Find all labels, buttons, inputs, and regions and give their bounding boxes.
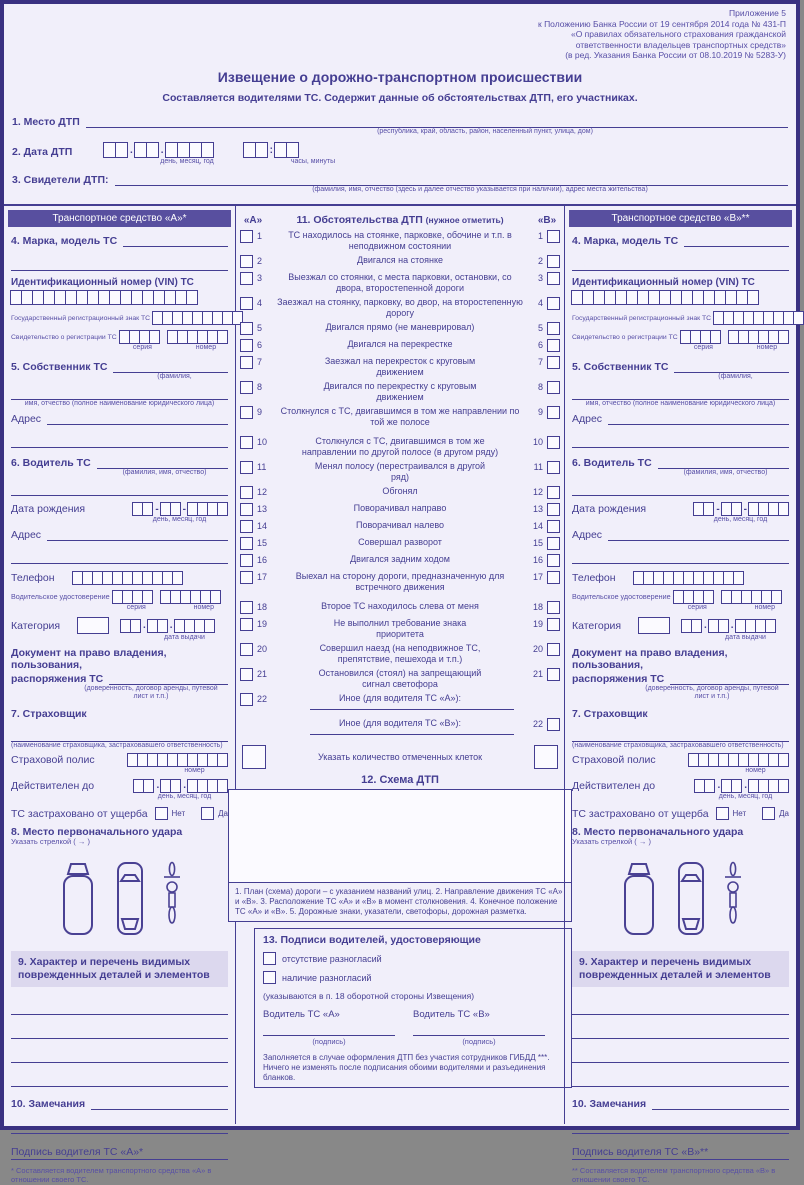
circumstance-5-b-checkbox[interactable] — [547, 322, 560, 335]
driver-b-signature-label: Подпись водителя ТС «В»** — [572, 1145, 709, 1158]
insurer-hint-b: (наименование страховщика, застраховавшего ответственность) — [572, 741, 784, 749]
valid-until-hint: день, месяц, год — [157, 792, 212, 800]
form-subtitle: Составляется водителями ТС. Содержит данные об обстоятельствах ДТП, его участниках. — [162, 91, 638, 104]
circumstances-title-note: (нужное отметить) — [425, 215, 504, 225]
circumstance-row: 2 Двигался на стоянке 2 — [240, 255, 560, 268]
driver-input-line-b[interactable] — [658, 456, 789, 469]
plate-cells[interactable] — [153, 311, 243, 325]
insured-damage-label: ТС застраховано от ущерба — [11, 807, 148, 820]
impact-point-label: 8. Место первоначального удара — [11, 826, 183, 838]
regulation-line: «О правилах обязательного страхования гражданской — [570, 29, 786, 39]
signatures-section — [254, 928, 572, 1088]
category-label-b: Категория — [572, 619, 622, 632]
insured-yes-label: Да — [218, 809, 228, 818]
policy-label-b: Страховой полис — [572, 754, 656, 766]
circumstance-6-a-checkbox[interactable] — [240, 339, 253, 352]
driver-input-line2[interactable] — [11, 482, 228, 496]
signatures-footer: Заполняется в случае оформления ДТП без участия сотрудников ГИБДД ***. Ничего не изменять после подписания обоими водителями и разъединения бланков. — [263, 1053, 550, 1082]
remarks-line2-b[interactable] — [572, 1120, 789, 1134]
circumstance-row: 4 Заезжал на стоянку, парковку, во двор, на второстепенную дорогу 4 — [240, 297, 560, 318]
impact-point-label-b: 8. Место первоначального удара — [572, 826, 744, 838]
circumstance-row: 18 Второе ТС находилось слева от меня 18 — [240, 601, 560, 614]
ownership-doc-hint-b: (доверенность, договор аренды, путевой лист и т.п.) — [645, 684, 779, 700]
license-number-cells-b[interactable] — [722, 590, 782, 604]
owner-address-line-b[interactable] — [608, 412, 789, 425]
category-cell[interactable] — [77, 617, 109, 634]
footnote-b: ** Составляется водителем транспортного средства «В» в отношении своего ТС. — [572, 1165, 776, 1184]
valid-until-label-b: Действителен до — [572, 779, 656, 792]
circumstance-18-b-checkbox[interactable] — [547, 601, 560, 614]
circumstance-21-b-checkbox[interactable] — [547, 668, 560, 681]
circumstance-7-a-checkbox[interactable] — [240, 356, 253, 369]
remarks-label: 10. Замечания — [11, 1097, 86, 1110]
car-icon[interactable] — [675, 861, 707, 937]
driver-label: 6. Водитель ТС — [11, 456, 91, 469]
owner-input-line2-b[interactable] — [572, 386, 789, 400]
signatures-note: (указываются в п. 18 оборотной стороны Извещения) — [263, 991, 475, 1001]
time-hint: часы, минуты — [290, 158, 336, 165]
regulation-line: (в ред. Указания Банка России от 08.10.2019 № 5283-У) — [565, 50, 786, 60]
circumstance-row: 17 Выехал на сторону дороги, предназначенную для встречного движения 17 — [240, 571, 560, 592]
ownership-doc-line[interactable] — [109, 672, 228, 685]
plate-label-b: Государственный регистрационный знак ТС — [572, 314, 712, 322]
regulation-line: к Положению Банка России от 19 сентября 2014 года № 431-П — [537, 18, 786, 29]
circumstance-17-b-checkbox[interactable] — [547, 571, 560, 584]
license-label-b: Водительское удостоверение — [572, 592, 671, 601]
ownership-doc-label-b: Документ на право владения, пользования, — [572, 646, 728, 671]
damage-label: 9. Характер и перечень видимых поврежденных деталей и элементов — [18, 955, 210, 981]
insured-damage-label-b: ТС застраховано от ущерба — [572, 807, 709, 820]
make-label: 4. Марка, модель ТС — [11, 235, 118, 247]
category-label: Категория — [11, 619, 61, 632]
driver-a-signature-row[interactable] — [11, 1146, 228, 1160]
insured-no-label: Нет — [171, 809, 186, 818]
circumstance-16-a-checkbox[interactable] — [240, 554, 253, 567]
phone-cells-b[interactable] — [634, 571, 744, 585]
vehicle-a-header: Транспортное средство «А»* — [8, 210, 231, 227]
circumstance-row: 11 Менял полосу (перестраивался в другой ряд) 11 — [240, 461, 560, 482]
vehicle-silhouettes — [11, 861, 228, 941]
circumstance-row: 14 Поворачивал налево 14 — [240, 520, 560, 533]
driver-a-sign-hint: (подпись) — [312, 1037, 346, 1046]
plate-cells-b[interactable] — [714, 311, 804, 325]
birth-label: Дата рождения — [11, 503, 86, 515]
ownership-doc-line-b[interactable] — [670, 672, 789, 685]
no-disagreement-label: отсутствие разногласий — [282, 953, 382, 964]
license-series-hint: серия — [126, 603, 146, 611]
driver-address-label: Адрес — [11, 528, 42, 541]
regulation-line: ответственности владельцев транспортных средств» — [575, 39, 786, 50]
plate-label: Государственный регистрационный знак ТС — [11, 314, 151, 322]
insured-no-checkbox[interactable] — [155, 807, 168, 820]
vehicle-a-column — [4, 206, 236, 1184]
insurer-input-line-b[interactable] — [572, 728, 789, 742]
insurer-label-b: 7. Страховщик — [572, 707, 648, 720]
circumstance-row: 7 Заезжал на перекресток с круговым движением 7 — [240, 356, 560, 377]
circumstance-row: 20 Совершил наезд (на неподвижное ТС, препятствие, пешехода и т.п.) 20 — [240, 643, 560, 664]
cert-number-cells-b[interactable] — [729, 330, 789, 344]
date-hint: день, месяц, год — [160, 158, 214, 165]
vehicle-b-column — [564, 206, 796, 1184]
owner-hint1-b: (фамилия, — [718, 372, 753, 380]
ownership-doc-hint: (доверенность, договор аренды, путевой лист и т.п.) — [84, 684, 218, 700]
owner-hint1: (фамилия, — [157, 372, 192, 380]
witness-input-line[interactable] — [115, 173, 789, 186]
insurer-input-line[interactable] — [11, 728, 228, 742]
witness-label: 3. Свидетели ДТП: — [12, 173, 109, 186]
ownership-doc-label2-b: распоряжения ТС — [572, 672, 665, 685]
license-series-hint-b: серия — [687, 603, 707, 611]
owner-address-line[interactable] — [47, 412, 228, 425]
license-number-hint: номер — [193, 603, 214, 611]
policy-hint-b: номер — [745, 767, 766, 774]
driver-a-label: Водитель ТС «А» — [263, 1009, 340, 1020]
circumstance-22-a-checkbox[interactable] — [240, 693, 253, 706]
main-area — [4, 204, 796, 1184]
circumstance-row: 12 Обгонял 12 — [240, 486, 560, 499]
driver-a-signature-label: Подпись водителя ТС «А»* — [11, 1145, 144, 1158]
circumstance-11-a-checkbox[interactable] — [240, 461, 253, 474]
damage-line-4[interactable] — [11, 1073, 228, 1087]
remarks-label-b: 10. Замечания — [572, 1097, 647, 1110]
damage-section — [11, 951, 228, 987]
valid-until-label: Действителен до — [11, 779, 95, 792]
make-input-line2-b[interactable] — [572, 257, 789, 271]
circumstance-other-a-row: 22 Иное (для водителя ТС «А»): — [240, 693, 560, 706]
insured-yes-label-b: Да — [779, 809, 789, 818]
driver-a-sign-line[interactable] — [263, 1020, 395, 1036]
checked-count-row — [242, 745, 558, 769]
cert-label: Свидетельство о регистрации ТС — [11, 333, 117, 341]
circumstance-6-b-checkbox[interactable] — [547, 339, 560, 352]
cert-series-cells[interactable] — [120, 330, 160, 344]
vin-cells-b[interactable] — [572, 290, 789, 305]
circumstance-8-b-checkbox[interactable] — [547, 381, 560, 394]
insured-no-label-b: Нет — [732, 809, 747, 818]
phone-cells[interactable] — [73, 571, 183, 585]
damage-line-2-b[interactable] — [572, 1025, 789, 1039]
circumstance-4-a-checkbox[interactable] — [240, 297, 253, 310]
impact-point-hint: Указать стрелкой ( → ) — [11, 837, 90, 846]
vehicle-silhouettes-b — [572, 861, 789, 941]
circumstance-17-a-checkbox[interactable] — [240, 571, 253, 584]
circumstance-18-a-checkbox[interactable] — [240, 601, 253, 614]
birth-label-b: Дата рождения — [572, 503, 647, 515]
ownership-doc-label: Документ на право владения, пользования, — [11, 646, 167, 671]
owner-address-label: Адрес — [11, 412, 42, 425]
cert-number-cells[interactable] — [168, 330, 228, 344]
remarks-line2[interactable] — [11, 1120, 228, 1134]
owner-input-line2[interactable] — [11, 386, 228, 400]
footnote-a: * Составляется водителем транспортного средства «А» в отношении своего ТС. — [11, 1165, 212, 1184]
scheme-note: 1. План (схема) дороги – с указанием названий улиц. 2. Направление движения ТС «А» и «В». 3. Расположение ТС «А» и «В» в момент столкновения. 4. Конечное положение ТС «А» и «В». 5. Дорожные знаки, указатели, светофоры, дорожная разметка. — [228, 883, 572, 922]
phone-label-b: Телефон — [572, 571, 616, 584]
motorcycle-icon[interactable] — [723, 861, 743, 929]
motorcycle-icon[interactable] — [162, 861, 182, 929]
remarks-line-b[interactable] — [652, 1097, 789, 1110]
license-series-cells[interactable] — [113, 590, 153, 604]
scheme-drawing-area[interactable] — [228, 789, 572, 883]
count-a-box[interactable] — [242, 745, 266, 769]
vin-label: Идентификационный номер (VIN) ТС — [11, 277, 194, 288]
circumstances-title: 11. Обстоятельства ДТП — [296, 214, 423, 226]
circumstance-11-b-checkbox[interactable] — [547, 461, 560, 474]
circumstance-14-a-checkbox[interactable] — [240, 520, 253, 533]
circumstance-row: 10 Столкнулся с ТС, двигавшимся в том же направлении по другой полосе (в другом ряду) 10 — [240, 436, 560, 457]
driver-address-label-b: Адрес — [572, 528, 603, 541]
scheme-title: 12. Схема ДТП — [361, 774, 439, 786]
driver-b-signature-row[interactable] — [572, 1146, 789, 1160]
circumstance-19-b-checkbox[interactable] — [547, 618, 560, 631]
place-hint: (республика, край, область, район, населенный пункт, улица, дом) — [377, 127, 593, 135]
make-input-line-b[interactable] — [684, 234, 789, 247]
vin-cells[interactable] — [11, 290, 228, 305]
ownership-doc-label2: распоряжения ТС — [11, 672, 104, 685]
valid-until-cells[interactable]: . . — [134, 779, 228, 793]
driver-b-sign-line[interactable] — [413, 1020, 545, 1036]
count-b-box[interactable] — [534, 745, 558, 769]
license-number-hint-b: номер — [754, 603, 775, 611]
circumstance-row: 8 Двигался по перекрестку с круговым движением 8 — [240, 381, 560, 402]
owner-address-label-b: Адрес — [572, 412, 603, 425]
circumstance-row: 6 Двигался на перекрестке 6 — [240, 339, 560, 352]
policy-cells-b[interactable] — [689, 753, 789, 767]
cert-series-cells-b[interactable] — [681, 330, 721, 344]
circumstance-13-b-checkbox[interactable] — [547, 503, 560, 516]
owner-address-line2[interactable] — [11, 434, 228, 448]
date-cells[interactable]: . . — [104, 142, 214, 158]
damage-line-4-b[interactable] — [572, 1073, 789, 1087]
date-label: 2. Дата ДТП — [12, 146, 73, 158]
owner-input-line[interactable] — [113, 360, 228, 373]
vehicle-b-header: Транспортное средство «В»** — [569, 210, 792, 227]
driver-input-line[interactable] — [97, 456, 228, 469]
damage-line-1[interactable] — [11, 1001, 228, 1015]
place-input-line[interactable] — [86, 115, 788, 128]
driver-address-line2[interactable] — [11, 550, 228, 564]
circumstance-15-a-checkbox[interactable] — [240, 537, 253, 550]
circumstance-row: 1 ТС находилось на стоянке, парковке, обочине и т.п. в неподвижном состоянии 1 — [240, 230, 560, 251]
circumstance-row: 3 Выезжал со стоянки, с места парковки, остановки, со двора, второстепенной дороги 3 — [240, 272, 560, 293]
circumstance-row: 13 Поворачивал направо 13 — [240, 503, 560, 516]
valid-until-cells-b[interactable]: . . — [695, 779, 789, 793]
other-b-input-line[interactable] — [310, 731, 514, 735]
circumstance-16-b-checkbox[interactable] — [547, 554, 560, 567]
owner-label-b: 5. Собственник ТС — [572, 360, 669, 373]
circumstance-12-b-checkbox[interactable] — [547, 486, 560, 499]
circumstances-header — [240, 214, 560, 226]
owner-label: 5. Собственник ТС — [11, 360, 108, 373]
circumstance-row: 19 Не выполнил требование знака приоритета 19 — [240, 618, 560, 639]
circumstance-10-b-checkbox[interactable] — [547, 436, 560, 449]
driver-label-b: 6. Водитель ТС — [572, 456, 652, 469]
birth-cells-b[interactable]: - - — [694, 502, 789, 516]
regulation-header — [4, 4, 796, 61]
column-a-label: «А» — [243, 214, 263, 226]
driver-address-line2-b[interactable] — [572, 550, 789, 564]
issue-hint: дата выдачи — [164, 634, 205, 641]
owner-hint2-b: имя, отчество (полное наименование юридического лица) — [585, 400, 776, 407]
no-disagreement-checkbox[interactable] — [263, 952, 276, 965]
vin-label-b: Идентификационный номер (VIN) ТС — [572, 277, 755, 288]
circumstance-9-b-checkbox[interactable] — [547, 406, 560, 419]
top-fields — [4, 104, 796, 199]
license-label: Водительское удостоверение — [11, 592, 110, 601]
driver-address-line-b[interactable] — [608, 528, 789, 541]
circumstance-19-a-checkbox[interactable] — [240, 618, 253, 631]
circumstance-21-a-checkbox[interactable] — [240, 668, 253, 681]
circumstance-10-a-checkbox[interactable] — [240, 436, 253, 449]
cert-label-b: Свидетельство о регистрации ТС — [572, 333, 678, 341]
policy-cells[interactable] — [128, 753, 228, 767]
number-hint: номер — [195, 344, 217, 351]
circumstance-row: 16 Двигался задним ходом 16 — [240, 554, 560, 567]
make-label-b: 4. Марка, модель ТС — [572, 235, 679, 247]
issue-hint-b: дата выдачи — [725, 634, 766, 641]
circumstance-20-b-checkbox[interactable] — [547, 643, 560, 656]
count-label: Указать количество отмеченных клеток — [317, 752, 483, 762]
circumstance-22-b-checkbox[interactable] — [547, 718, 560, 731]
category-cell-b[interactable] — [638, 617, 670, 634]
circumstance-1-a-checkbox[interactable] — [240, 230, 253, 243]
circumstance-3-b-checkbox[interactable] — [547, 272, 560, 285]
owner-address-line2-b[interactable] — [572, 434, 789, 448]
circumstance-row: 15 Совершал разворот 15 — [240, 537, 560, 550]
driver-b-sign-hint: (подпись) — [462, 1037, 496, 1046]
circumstance-1-b-checkbox[interactable] — [547, 230, 560, 243]
circumstance-14-b-checkbox[interactable] — [547, 520, 560, 533]
damage-line-3-b[interactable] — [572, 1049, 789, 1063]
circumstance-3-a-checkbox[interactable] — [240, 272, 253, 285]
insurer-label: 7. Страховщик — [11, 707, 87, 720]
circumstance-13-a-checkbox[interactable] — [240, 503, 253, 516]
license-issue-cells-b[interactable]: . . — [682, 619, 776, 633]
owner-hint2: имя, отчество (полное наименование юридического лица) — [24, 400, 215, 407]
form-title: Извещение о дорожно-транспортном происшествии — [217, 68, 583, 85]
impact-point-hint-b: Указать стрелкой ( → ) — [572, 837, 651, 846]
truck-icon[interactable] — [619, 861, 659, 937]
driver-input-line2-b[interactable] — [572, 482, 789, 496]
driver-hint-b: (фамилия, имя, отчество) — [683, 468, 768, 476]
insurer-hint: (наименование страховщика, застраховавшего ответственность) — [11, 741, 223, 749]
policy-hint: номер — [184, 767, 205, 774]
circumstance-5-a-checkbox[interactable] — [240, 322, 253, 335]
make-input-line[interactable] — [123, 234, 228, 247]
circumstance-9-a-checkbox[interactable] — [240, 406, 253, 419]
truck-icon[interactable] — [58, 861, 98, 937]
damage-line-3[interactable] — [11, 1049, 228, 1063]
damage-line-1-b[interactable] — [572, 1001, 789, 1015]
driver-hint: (фамилия, имя, отчество) — [122, 468, 207, 476]
time-cells[interactable]: : — [244, 142, 299, 158]
circumstance-4-b-checkbox[interactable] — [547, 297, 560, 310]
number-hint-b: номер — [756, 344, 778, 351]
circumstance-other-b-row: Иное (для водителя ТС «В»): 22 — [240, 718, 560, 731]
circumstance-8-a-checkbox[interactable] — [240, 381, 253, 394]
insured-yes-checkbox-b[interactable] — [762, 807, 775, 820]
insured-no-checkbox-b[interactable] — [716, 807, 729, 820]
other-a-input-line[interactable] — [310, 706, 514, 710]
damage-line-2[interactable] — [11, 1025, 228, 1039]
make-input-line2[interactable] — [11, 257, 228, 271]
circumstance-12-a-checkbox[interactable] — [240, 486, 253, 499]
circumstance-row: 21 Остановился (стоял) на запрещающий сигнал светофора 21 — [240, 668, 560, 689]
circumstance-row: 9 Столкнулся с ТС, двигавшимся в том же направлении по той же полосе 9 — [240, 406, 560, 427]
signatures-title: 13. Подписи водителей, удостоверяющие — [263, 934, 481, 946]
circumstance-15-b-checkbox[interactable] — [547, 537, 560, 550]
license-issue-cells[interactable]: . . — [121, 619, 215, 633]
license-series-cells-b[interactable] — [674, 590, 714, 604]
driver-b-label: Водитель ТС «В» — [413, 1009, 490, 1020]
license-number-cells[interactable] — [161, 590, 221, 604]
column-b-label: «В» — [537, 214, 557, 226]
remarks-line[interactable] — [91, 1097, 228, 1110]
place-label: 1. Место ДТП — [12, 115, 80, 128]
disagreement-label: наличие разногласий — [282, 972, 372, 983]
policy-label: Страховой полис — [11, 754, 95, 766]
circumstance-row: 5 Двигался прямо (не маневрировал) 5 — [240, 322, 560, 335]
birth-hint: день, месяц, год — [152, 516, 207, 523]
car-icon[interactable] — [114, 861, 146, 937]
appendix-line: Приложение 5 — [729, 8, 786, 18]
damage-section-b — [572, 951, 789, 987]
phone-label: Телефон — [11, 571, 55, 584]
circumstances-column — [236, 206, 564, 1124]
circumstance-2-b-checkbox[interactable] — [547, 255, 560, 268]
witness-hint: (фамилия, имя, отчество (здесь и далее отчество указывается при наличии), адрес места жительства) — [312, 185, 648, 193]
circumstance-20-a-checkbox[interactable] — [240, 643, 253, 656]
valid-until-hint-b: день, месяц, год — [718, 792, 773, 800]
circumstance-7-b-checkbox[interactable] — [547, 356, 560, 369]
disagreement-checkbox[interactable] — [263, 971, 276, 984]
series-hint-b: серия — [693, 344, 713, 351]
insured-yes-checkbox[interactable] — [201, 807, 214, 820]
driver-address-line[interactable] — [47, 528, 228, 541]
series-hint: серия — [132, 344, 152, 351]
birth-hint-b: день, месяц, год — [713, 516, 768, 523]
circumstance-2-a-checkbox[interactable] — [240, 255, 253, 268]
damage-label-b: 9. Характер и перечень видимых поврежденных деталей и элементов — [579, 955, 771, 981]
owner-input-line-b[interactable] — [674, 360, 789, 373]
birth-cells[interactable]: - - — [133, 502, 228, 516]
